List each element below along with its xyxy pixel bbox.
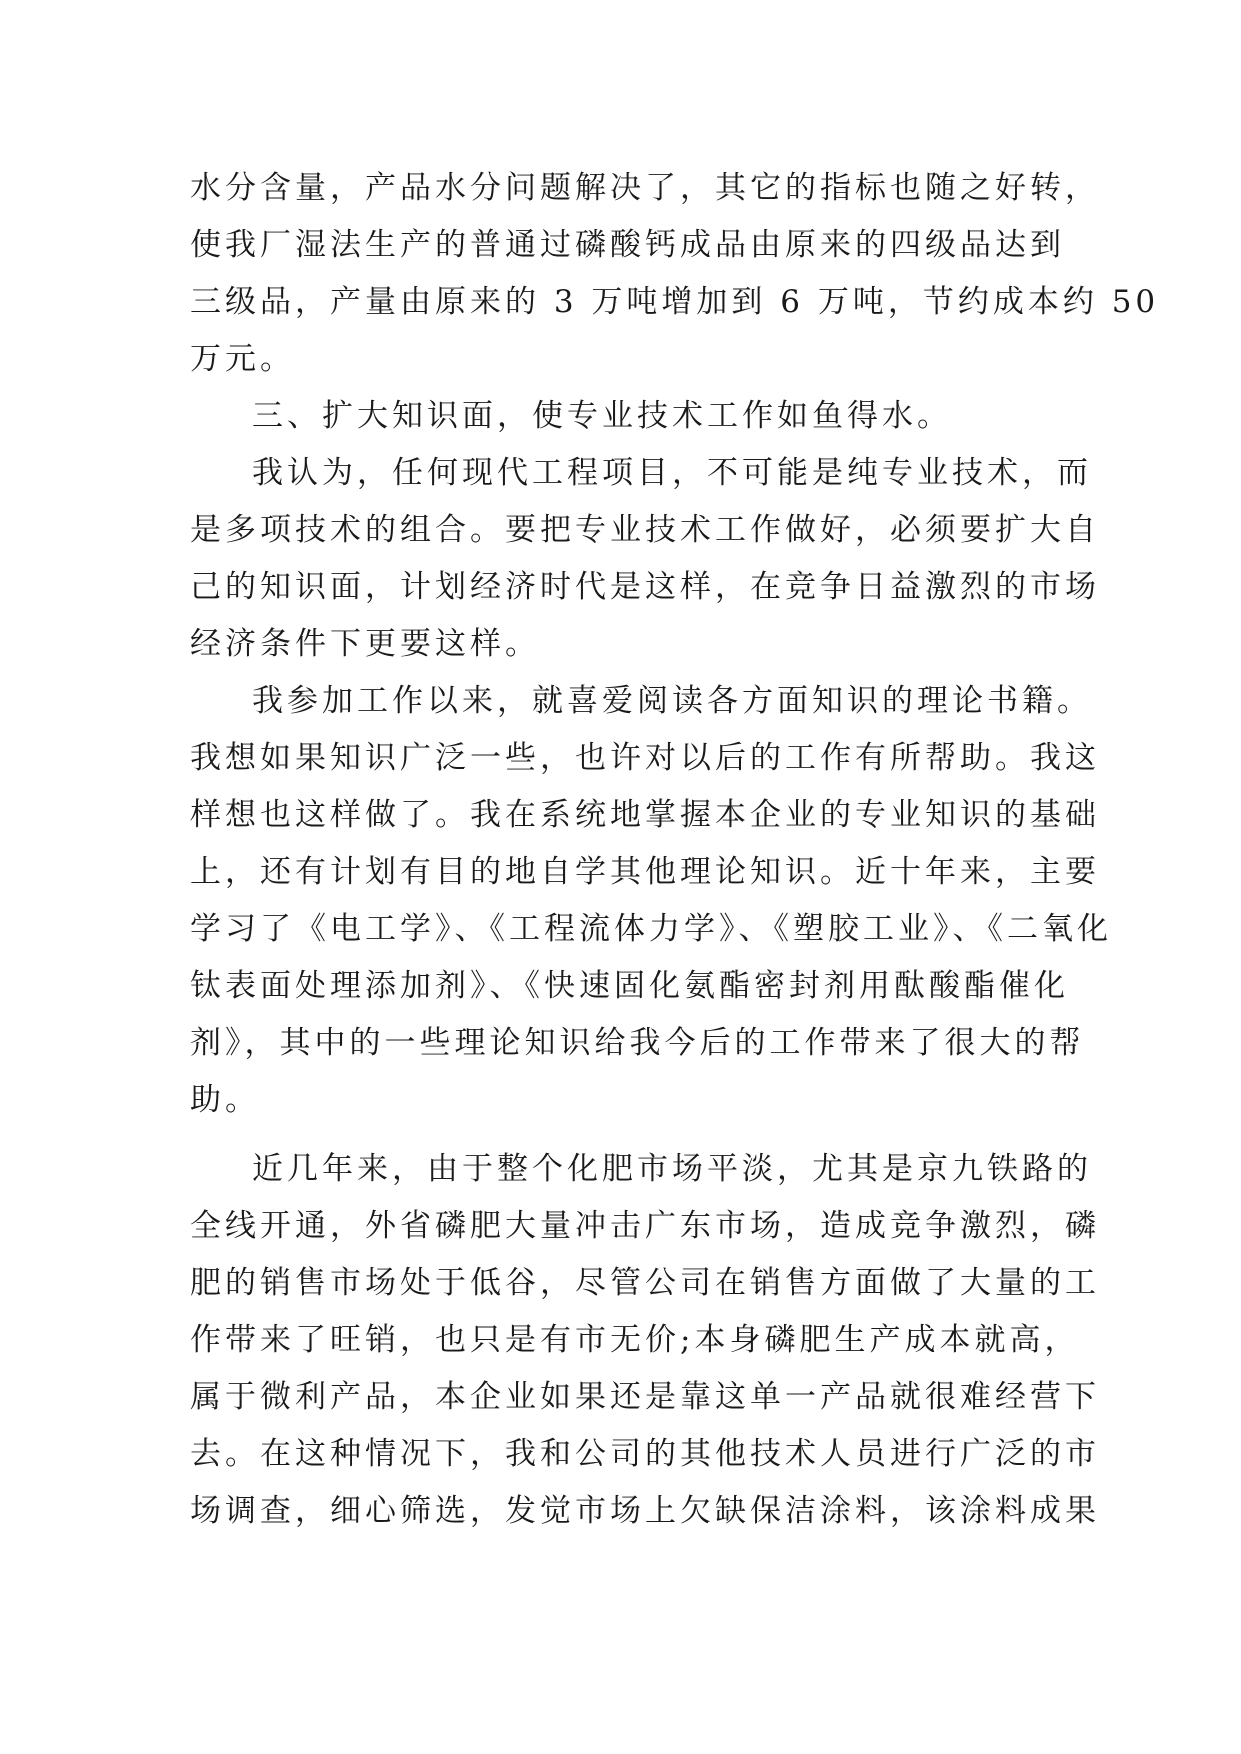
text-line: 去。在这种情况下，我和公司的其他技术人员进行广泛的市 xyxy=(190,1436,1100,1472)
text-line: 属于微利产品，本企业如果还是靠这单一产品就很难经营下 xyxy=(190,1379,1100,1415)
text-line: 使我厂湿法生产的普通过磷酸钙成品由原来的四级品达到 xyxy=(190,227,1065,263)
text-line: 万元。 xyxy=(190,341,295,377)
text-line: 己的知识面，计划经济时代是这样，在竞争日益激烈的市场 xyxy=(190,569,1100,605)
text-line: 水分含量，产品水分问题解决了，其它的指标也随之好转， xyxy=(190,170,1100,206)
text-line: 钛表面处理添加剂》、《快速固化氨酯密封剂用酞酸酯催化 xyxy=(190,968,1069,1004)
section-heading: 三、扩大知识面，使专业技术工作如鱼得水。 xyxy=(252,398,952,434)
text-line: 近几年来，由于整个化肥市场平淡，尤其是京九铁路的 xyxy=(252,1151,1092,1187)
text-line: 剂》，其中的一些理论知识给我今后的工作带来了很大的帮 xyxy=(190,1025,1085,1061)
text-line: 三级品，产量由原来的 3 万吨增加到 6 万吨，节约成本约 50 xyxy=(190,284,1160,320)
text-line: 是多项技术的组合。要把专业技术工作做好，必须要扩大自 xyxy=(190,512,1100,548)
text-line: 我认为，任何现代工程项目，不可能是纯专业技术，而 xyxy=(252,455,1092,491)
text-line: 经济条件下更要这样。 xyxy=(190,626,540,662)
text-line: 样想也这样做了。我在系统地掌握本企业的专业知识的基础 xyxy=(190,797,1100,833)
text-line: 我参加工作以来，就喜爱阅读各方面知识的理论书籍。 xyxy=(252,683,1092,719)
text-line: 场调查，细心筛选，发觉市场上欠缺保洁涂料，该涂料成果 xyxy=(190,1493,1100,1529)
text-line: 上，还有计划有目的地自学其他理论知识。近十年来，主要 xyxy=(190,854,1100,890)
text-line: 作带来了旺销，也只是有市无价;本身磷肥生产成本就高， xyxy=(190,1322,1080,1358)
text-line: 我想如果知识广泛一些，也许对以后的工作有所帮助。我这 xyxy=(190,740,1100,776)
text-line: 学习了《电工学》、《工程流体力学》、《塑胶工业》、《二氧化 xyxy=(190,911,1112,947)
text-line: 肥的销售市场处于低谷，尽管公司在销售方面做了大量的工 xyxy=(190,1265,1100,1301)
text-line: 助。 xyxy=(190,1082,260,1118)
text-line: 全线开通，外省磷肥大量冲击广东市场，造成竞争激烈，磷 xyxy=(190,1208,1100,1244)
